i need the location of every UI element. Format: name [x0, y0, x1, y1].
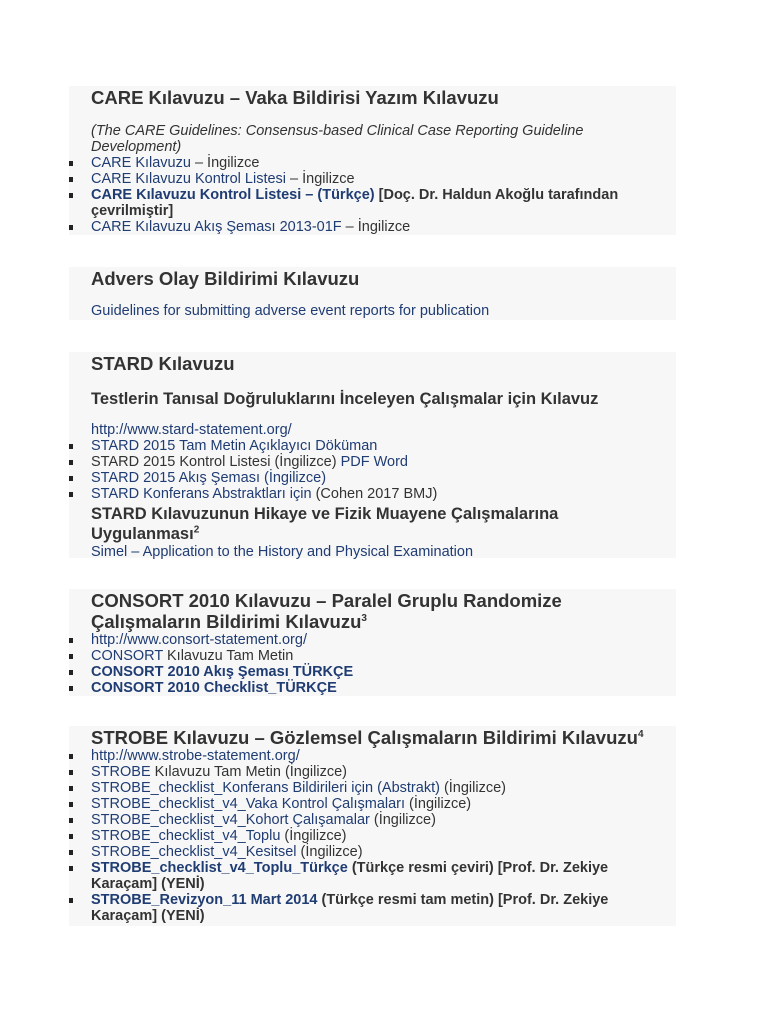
strobe-case-control-link[interactable]: STROBE_checklist_v4_Vaka Kontrol Çalışmaları [91, 796, 406, 812]
list-item: STARD 2015 Kontrol Listesi (İngilizce) PDF Word [91, 454, 656, 470]
stard-fulltext-link[interactable]: STARD 2015 Tam Metin Açıklayıcı Döküman [91, 438, 378, 454]
care-subtitle: (The CARE Guidelines: Consensus-based Clinical Case Reporting Guideline Development) [91, 123, 584, 155]
list-item: STARD Konferans Abstraktları için (Cohen 2017 BMJ) [91, 486, 656, 502]
adverse-guidelines-link[interactable]: Guidelines for submitting adverse event reports for publication [91, 303, 490, 319]
list-item: STROBE_checklist_v4_Toplu_Türkçe (Türkçe resmi çeviri) [Prof. Dr. Zekiye Karaçam] (YENİ) [91, 860, 656, 892]
stard-subtitle-2: STARD Kılavuzunun Hikaye ve Fizik Muayene Çalışmalarına Uygulanması$^2$ [91, 505, 559, 543]
stard-abstracts-link[interactable]: STARD Konferans Abstraktları için [91, 486, 312, 502]
list-item: STROBE_checklist_v4_Vaka Kontrol Çalışmaları (İngilizce) [91, 796, 656, 812]
advers-section [69, 267, 676, 320]
list-item: STROBE_checklist_v4_Toplu (İngilizce) [91, 828, 656, 844]
care-checklist-link[interactable]: CARE Kılavuzu Kontrol Listesi [91, 171, 287, 187]
strobe-list [91, 748, 656, 924]
strobe-link[interactable]: STROBE [91, 764, 151, 780]
list-item [91, 680, 656, 696]
care-title: CARE Kılavuzu – Vaka Bildirisi Yazım Kılavuzu [91, 87, 499, 108]
consort-link[interactable]: CONSORT [91, 648, 163, 664]
strobe-combined-link[interactable]: STROBE_checklist_v4_Toplu [91, 828, 281, 844]
strobe-cross-sectional-link[interactable]: STROBE_checklist_v4_Kesitsel [91, 844, 297, 860]
stard-checklist-link[interactable]: PDF Word [340, 454, 408, 470]
care-guideline-link[interactable]: CARE Kılavuzu [91, 155, 191, 171]
care-list [91, 155, 656, 235]
strobe-turkish-checklist-link[interactable]: STROBE_checklist_v4_Toplu_Türkçe [91, 860, 348, 876]
consort-list [91, 632, 656, 696]
consort-website-link[interactable]: http://www.consort-statement.org/ [91, 632, 307, 648]
list-item [91, 438, 656, 454]
stard-title: STARD Kılavuzu [91, 353, 235, 374]
care-flowchart-link[interactable]: CARE Kılavuzu Akış Şeması 2013-01F [91, 219, 342, 235]
list-item: STROBE Kılavuzu Tam Metin (İngilizce) [91, 764, 656, 780]
list-item: STROBE_checklist_v4_Kesitsel (İngilizce) [91, 844, 656, 860]
list-item: STROBE_Revizyon_11 Mart 2014 (Türkçe resmi tam metin) [Prof. Dr. Zekiye Karaçam] (YENİ) [91, 892, 656, 924]
list-item: CARE Kılavuzu Kontrol Listesi – (Türkçe) [Doç. Dr. Haldun Akoğlu tarafından çevrilmiştir] [91, 187, 656, 219]
consort-flowchart-link[interactable]: CONSORT 2010 Akış Şeması TÜRKÇE [91, 664, 354, 680]
list-item: CARE Kılavuzu – İngilizce [91, 155, 656, 171]
strobe-section [69, 726, 676, 926]
strobe-revision-link[interactable]: STROBE_Revizyon_11 Mart 2014 [91, 892, 318, 908]
consort-checklist-link[interactable]: CONSORT 2010 Checklist_TÜRKÇE [91, 680, 337, 696]
consort-title: CONSORT 2010 Kılavuzu – Paralel Gruplu Randomize Çalışmaların Bildirimi Kılavuzu$^3$ [91, 590, 562, 632]
strobe-conference-link[interactable]: STROBE_checklist_Konferans Bildirileri için (Abstrakt) [91, 780, 440, 796]
stard-subtitle: Testlerin Tanısal Doğruluklarını İnceleyen Çalışmalar için Kılavuz [91, 390, 599, 408]
stard-flowchart-link[interactable]: STARD 2015 Akış Şeması (İngilizce) [91, 470, 327, 486]
care-checklist-turkish-link[interactable]: CARE Kılavuzu Kontrol Listesi – (Türkçe) [91, 187, 375, 203]
list-item: CARE Kılavuzu Kontrol Listesi – İngilizce [91, 171, 656, 187]
list-item: CARE Kılavuzu Akış Şeması 2013-01F – İngilizce [91, 219, 656, 235]
list-item: CONSORT Kılavuzu Tam Metin [91, 648, 656, 664]
strobe-website-link[interactable]: http://www.strobe-statement.org/ [91, 748, 300, 764]
stard-section [69, 352, 676, 558]
strobe-cohort-link[interactable]: STROBE_checklist_v4_Kohort Çalışamalar [91, 812, 370, 828]
list-item [91, 470, 656, 486]
list-item [91, 632, 656, 648]
stard-website-link[interactable]: http://www.stard-statement.org/ [91, 422, 292, 438]
strobe-title: STROBE Kılavuzu – Gözlemsel Çalışmaların Bildirimi Kılavuzu$^4$ [91, 727, 644, 748]
list-item [91, 664, 656, 680]
advers-title: Advers Olay Bildirimi Kılavuzu [91, 268, 360, 289]
list-item [91, 748, 656, 764]
stard-list [91, 438, 656, 502]
simel-link[interactable]: Simel – Application to the History and Physical Examination [91, 544, 474, 560]
list-item: STROBE_checklist_Konferans Bildirileri için (Abstrakt) (İngilizce) [91, 780, 656, 796]
care-section [69, 86, 676, 235]
list-item: STROBE_checklist_v4_Kohort Çalışamalar (İngilizce) [91, 812, 656, 828]
consort-section [69, 589, 676, 696]
